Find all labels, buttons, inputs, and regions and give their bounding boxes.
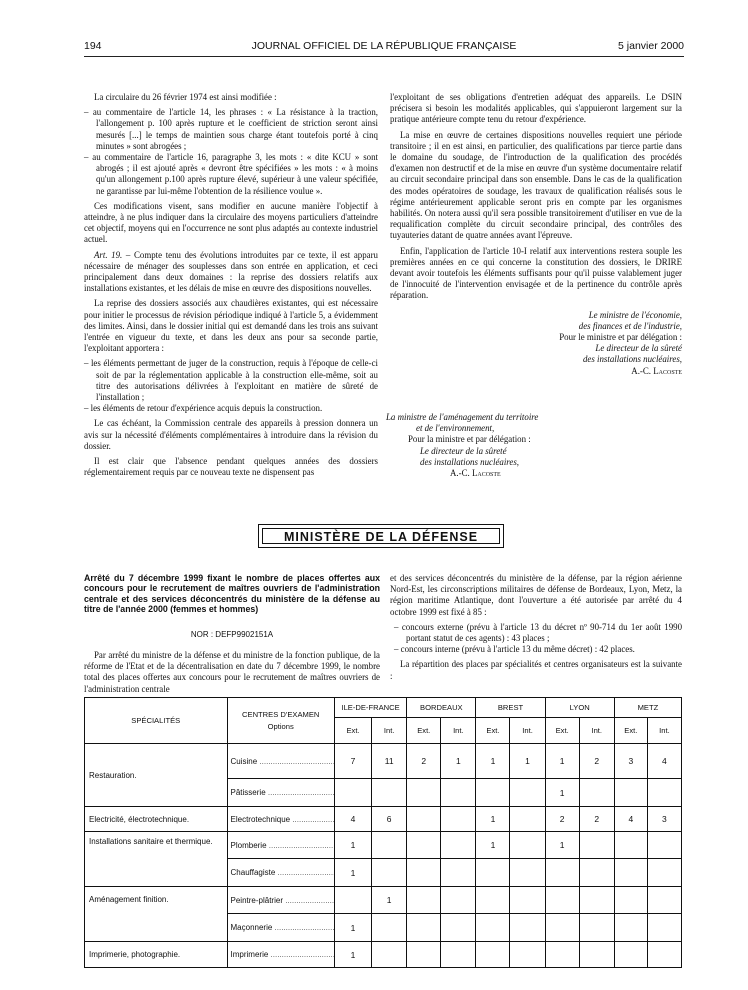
option-cell: Plomberie .....	[227, 832, 334, 859]
value-cell	[510, 942, 545, 968]
decree-body-right	[390, 573, 682, 686]
signatory-title: Le directeur de la sûreté	[595, 343, 682, 354]
value-cell	[614, 779, 647, 807]
list-item: – au commentaire de l'article 14, les phrases : « La résistance à la traction, l'allongement p. 100 après rupture et le coefficient de striction seront ainsi mesurés [...] le temps de maintien sous charge étant toutefois porté à cinq minutes » sont abrogées ;	[84, 107, 378, 152]
value-cell: 6	[372, 807, 407, 832]
paragraph: La répartition des places par spécialités et centres organisateurs est la suivante :	[390, 659, 682, 681]
bullet-list	[84, 107, 378, 197]
table-row	[85, 887, 682, 914]
list-item: – les éléments permettant de juger de la construction, requis à l'époque de celle-ci soit de par la réglementation applicable à la construction elle-même, soit au titre des autorisations délivrées à l'exploitant en matière de sûreté de l'installation ;	[84, 358, 378, 403]
header-int: Int.	[510, 718, 545, 744]
value-cell: 2	[407, 744, 441, 779]
value-cell: 1	[334, 914, 371, 942]
header-ext: Ext.	[334, 718, 371, 744]
value-cell	[614, 832, 647, 859]
header-rule	[84, 56, 684, 57]
value-cell: 1	[510, 744, 545, 779]
value-cell	[614, 942, 647, 968]
value-cell: 3	[614, 744, 647, 779]
value-cell	[579, 887, 614, 914]
value-cell	[407, 779, 441, 807]
value-cell	[372, 942, 407, 968]
value-cell	[476, 887, 510, 914]
specialite-cell: Restauration.	[85, 744, 228, 807]
value-cell	[476, 942, 510, 968]
value-cell	[441, 914, 476, 942]
paragraph: Enfin, l'application de l'article 10-I relatif aux interventions restera souple les premières années en ce qui concerne la constitution des dossiers, le DRIRE devant avoir toutefois les éléments suffisants pour qu'il puisse valablement juger de l'innocuité de l'intervention envisagée et de la pertinence du contrôle après réparation.	[390, 245, 682, 301]
list-item: – concours interne (prévu à l'article 13 du même décret) : 42 places.	[394, 644, 682, 655]
article-number: Art. 19.	[94, 249, 123, 260]
value-cell: 1	[476, 832, 510, 859]
value-cell	[510, 807, 545, 832]
paragraph: Par arrêté du ministre de la défense et du ministre de la fonction publique, de la réforme de l'Etat et de la décentralisation en date du 7 décembre 1999, le nombre total des places offertes aux concours pour le recrutement de maîtres ouvriers de l'administration centrale	[84, 650, 380, 694]
page-number: 194	[84, 40, 102, 52]
value-cell	[545, 914, 579, 942]
value-cell: 4	[334, 807, 371, 832]
header-centres-label: CENTRES D'EXAMEN	[242, 710, 320, 719]
header-int: Int.	[372, 718, 407, 744]
value-cell: 2	[579, 744, 614, 779]
value-cell: 1	[476, 807, 510, 832]
signatory-name: A.-C. Lacoste	[450, 468, 501, 479]
specialite-cell: Installations sanitaire et thermique.	[85, 832, 228, 887]
specialite-cell: Imprimerie, photographie.	[85, 942, 228, 968]
value-cell	[579, 942, 614, 968]
value-cell: 1	[334, 859, 371, 887]
paragraph: Il est clair que l'absence pendant quelques années des dossiers réglementairement requis par ce nouveau texte ne dispensent pas	[84, 456, 378, 478]
paragraph: Ces modifications visent, sans modifier en aucune manière l'objectif à atteindre, à ne plus indiquer dans la circulaire des moyens particuliers d'atteindre cet objectif, moyens qui en l'occurrence ne sont plus adaptés au contexte industriel actuel.	[84, 200, 378, 245]
value-cell	[372, 779, 407, 807]
list-item: – au commentaire de l'article 16, paragraphe 3, les mots : « dite KCU » sont abrogés ; il est ajouté après « devront être spécifiées » les mots : « à moins qu'un allongement p.100 après rupture élevé, supérieur à une valeur spécifiée, ne garantisse par lui-même l'obtention de la résilience voulue ».	[84, 152, 378, 197]
value-cell	[334, 779, 371, 807]
value-cell	[647, 779, 681, 807]
header-ext: Ext.	[545, 718, 579, 744]
header-int: Int.	[441, 718, 476, 744]
places-table	[84, 697, 682, 968]
value-cell	[407, 832, 441, 859]
specialite-cell: Aménagement finition.	[85, 887, 228, 942]
value-cell	[510, 859, 545, 887]
bullet-list	[84, 358, 378, 414]
value-cell	[510, 779, 545, 807]
value-cell: 4	[614, 807, 647, 832]
paragraph	[84, 250, 378, 295]
value-cell	[372, 914, 407, 942]
header-region: LYON	[545, 698, 614, 718]
value-cell: 2	[579, 807, 614, 832]
option-cell: Peintre-plâtrier .....	[227, 887, 334, 914]
value-cell	[614, 887, 647, 914]
value-cell: 7	[334, 744, 371, 779]
paragraph: La circulaire du 26 février 1974 est ainsi modifiée :	[94, 92, 277, 102]
signatory-title: La ministre de l'aménagement du territoire	[386, 412, 539, 422]
option-cell: Cuisine .....	[227, 744, 334, 779]
page-header	[84, 40, 684, 56]
value-cell	[407, 914, 441, 942]
specialite-cell: Electricité, électrotechnique.	[85, 807, 228, 832]
option-cell: Imprimerie .....	[227, 942, 334, 968]
value-cell	[510, 832, 545, 859]
signatory-name: A.-C. Lacoste	[631, 365, 682, 376]
table-row	[85, 832, 682, 859]
option-cell: Pâtisserie .....	[227, 779, 334, 807]
value-cell	[579, 859, 614, 887]
signatory-title: des installations nucléaires,	[420, 456, 520, 467]
paragraph: La reprise des dossiers associés aux chaudières existantes, qui est nécessaire pour initier le processus de révision périodique indiqué à l'article 5, a évidemment des limites. Ainsi, dans le dossier initial qui est demandé dans les trois ans suivant l'entrée en vigueur du texte, et dans les deux ans pour sa seconde partie, l'exploitant apportera :	[84, 298, 378, 354]
paragraph: La mise en œuvre de certaines dispositions nouvelles requiert une période transitoire ; il en est ainsi, en particulier, des qualifications par tierce partie dans le domaine du soudage, de l'introduction de la qualification des procédés d'examen non destructif et de la mise en œuvre d'un système documentaire relatif au circuit secondaire principal dans son ensemble. Dans le cas de la qualification des modes opératoires de soudage, les travaux de qualification réalisés sous le régime antérieurement applicable seront pris en compte par les organismes habilités. On notera aussi qu'il sera possible transitoirement d'utiliser en vue de la requalification complète du circuit secondaire principal, des contrôles des tuyauteries datant de quatre années avant l'épreuve.	[390, 129, 682, 241]
header-specialites: SPÉCIALITÉS	[85, 698, 228, 744]
value-cell	[407, 807, 441, 832]
value-cell	[647, 859, 681, 887]
value-cell	[545, 942, 579, 968]
value-cell	[441, 942, 476, 968]
value-cell: 1	[545, 744, 579, 779]
article-text: – Compte tenu des évolutions introduites par ce texte, il est apparu nécessaire de ménager des souplesses dans son entrée en application, et ceci principalement dans deux domaines : la reprise des dossiers relatifs aux installations existantes, et les délais de mise en œuvre des dispositions nouvelles.	[84, 249, 378, 294]
value-cell	[441, 887, 476, 914]
value-cell	[476, 779, 510, 807]
value-cell: 1	[476, 744, 510, 779]
ministry-heading-box	[258, 524, 504, 548]
paragraph: et des services déconcentrés du ministère de la défense, par la région aérienne Nord-Est, les circonscriptions militaires de défense de Bordeaux, Lyon, Metz, la région maritime Atlantique, dont l'ouverture a été autorisée par arrêté du 4 octobre 1999 est fixé à 85 :	[390, 573, 682, 617]
value-cell	[545, 887, 579, 914]
decree-body-left	[84, 650, 380, 699]
value-cell	[407, 887, 441, 914]
value-cell	[510, 887, 545, 914]
table-row	[85, 942, 682, 968]
header-ext: Ext.	[614, 718, 647, 744]
value-cell	[614, 859, 647, 887]
value-cell	[510, 914, 545, 942]
right-column	[390, 92, 682, 377]
header-region: ILE-DE-FRANCE	[334, 698, 406, 718]
delegation-line: Pour le ministre et par délégation :	[559, 332, 682, 343]
header-region: BREST	[476, 698, 545, 718]
table-row	[85, 744, 682, 779]
value-cell	[372, 859, 407, 887]
value-cell	[647, 887, 681, 914]
header-ext: Ext.	[407, 718, 441, 744]
signatory-title: des finances et de l'industrie,	[578, 320, 682, 331]
option-cell: Chauffagiste .....	[227, 859, 334, 887]
list-item: – concours externe (prévu à l'article 13 du décret nº 90-714 du 1er août 1990 portant statut de ces agents) : 43 places ;	[394, 622, 682, 644]
value-cell	[372, 832, 407, 859]
value-cell	[579, 779, 614, 807]
bullet-list	[394, 622, 682, 656]
value-cell	[476, 914, 510, 942]
left-column	[84, 92, 378, 483]
value-cell	[441, 779, 476, 807]
header-centres	[227, 698, 334, 744]
decree-title: Arrêté du 7 décembre 1999 fixant le nombre de places offertes aux concours pour le recrutement de maîtres ouvriers de l'administration centrale et des services déconcentrés du ministère de la défense au titre de l'année 2000 (femmes et hommes)	[84, 573, 380, 615]
value-cell: 1	[545, 832, 579, 859]
signatory-title: des installations nucléaires,	[582, 354, 682, 365]
value-cell	[647, 914, 681, 942]
table-row	[85, 807, 682, 832]
signatory-title: et de l'environnement,	[416, 423, 495, 434]
value-cell	[579, 914, 614, 942]
value-cell	[545, 859, 579, 887]
signatory-title: Le directeur de la sûreté	[420, 445, 507, 456]
value-cell	[441, 859, 476, 887]
paragraph: l'exploitant de ses obligations d'entretien adéquat des appareils. Le DSIN précisera si besoin les modalités applicables, qui s'appuieront largement sur la pratique antérieure compte tenu du retour d'expérience.	[390, 92, 682, 125]
value-cell: 1	[545, 779, 579, 807]
header-ext: Ext.	[476, 718, 510, 744]
value-cell	[441, 807, 476, 832]
value-cell	[579, 832, 614, 859]
value-cell: 4	[647, 744, 681, 779]
header-int: Int.	[579, 718, 614, 744]
signatory-title: Le ministre de l'économie,	[588, 309, 682, 320]
value-cell	[407, 859, 441, 887]
signature-block-economy	[390, 310, 682, 377]
header-region: BORDEAUX	[407, 698, 476, 718]
list-item: – les éléments de retour d'expérience acquis depuis la construction.	[84, 403, 378, 414]
value-cell: 2	[545, 807, 579, 832]
signature-block-environment	[386, 412, 626, 479]
issue-date: 5 janvier 2000	[618, 40, 684, 52]
journal-title: JOURNAL OFFICIEL DE LA RÉPUBLIQUE FRANÇAISE	[251, 40, 517, 52]
value-cell	[614, 914, 647, 942]
paragraph: Le cas échéant, la Commission centrale des appareils à pression donnera un avis sur la nécessité d'éléments complémentaires à introduire dans la révision du dossier.	[84, 418, 378, 451]
value-cell: 1	[441, 744, 476, 779]
value-cell: 11	[372, 744, 407, 779]
value-cell: 1	[372, 887, 407, 914]
value-cell	[407, 942, 441, 968]
option-cell: Electrotechnique .....	[227, 807, 334, 832]
value-cell: 3	[647, 807, 681, 832]
value-cell: 1	[334, 832, 371, 859]
header-int: Int.	[647, 718, 681, 744]
value-cell	[647, 942, 681, 968]
header-options-label: Options	[267, 722, 294, 731]
delegation-line: Pour la ministre et par délégation :	[408, 434, 531, 445]
option-cell: Maçonnerie .....	[227, 914, 334, 942]
value-cell	[476, 859, 510, 887]
value-cell: 1	[334, 942, 371, 968]
header-region: METZ	[614, 698, 681, 718]
value-cell	[441, 832, 476, 859]
value-cell	[334, 887, 371, 914]
nor-reference: NOR : DEFP9902151A	[190, 630, 274, 639]
value-cell	[647, 832, 681, 859]
ministry-heading: MINISTÈRE DE LA DÉFENSE	[262, 528, 500, 544]
